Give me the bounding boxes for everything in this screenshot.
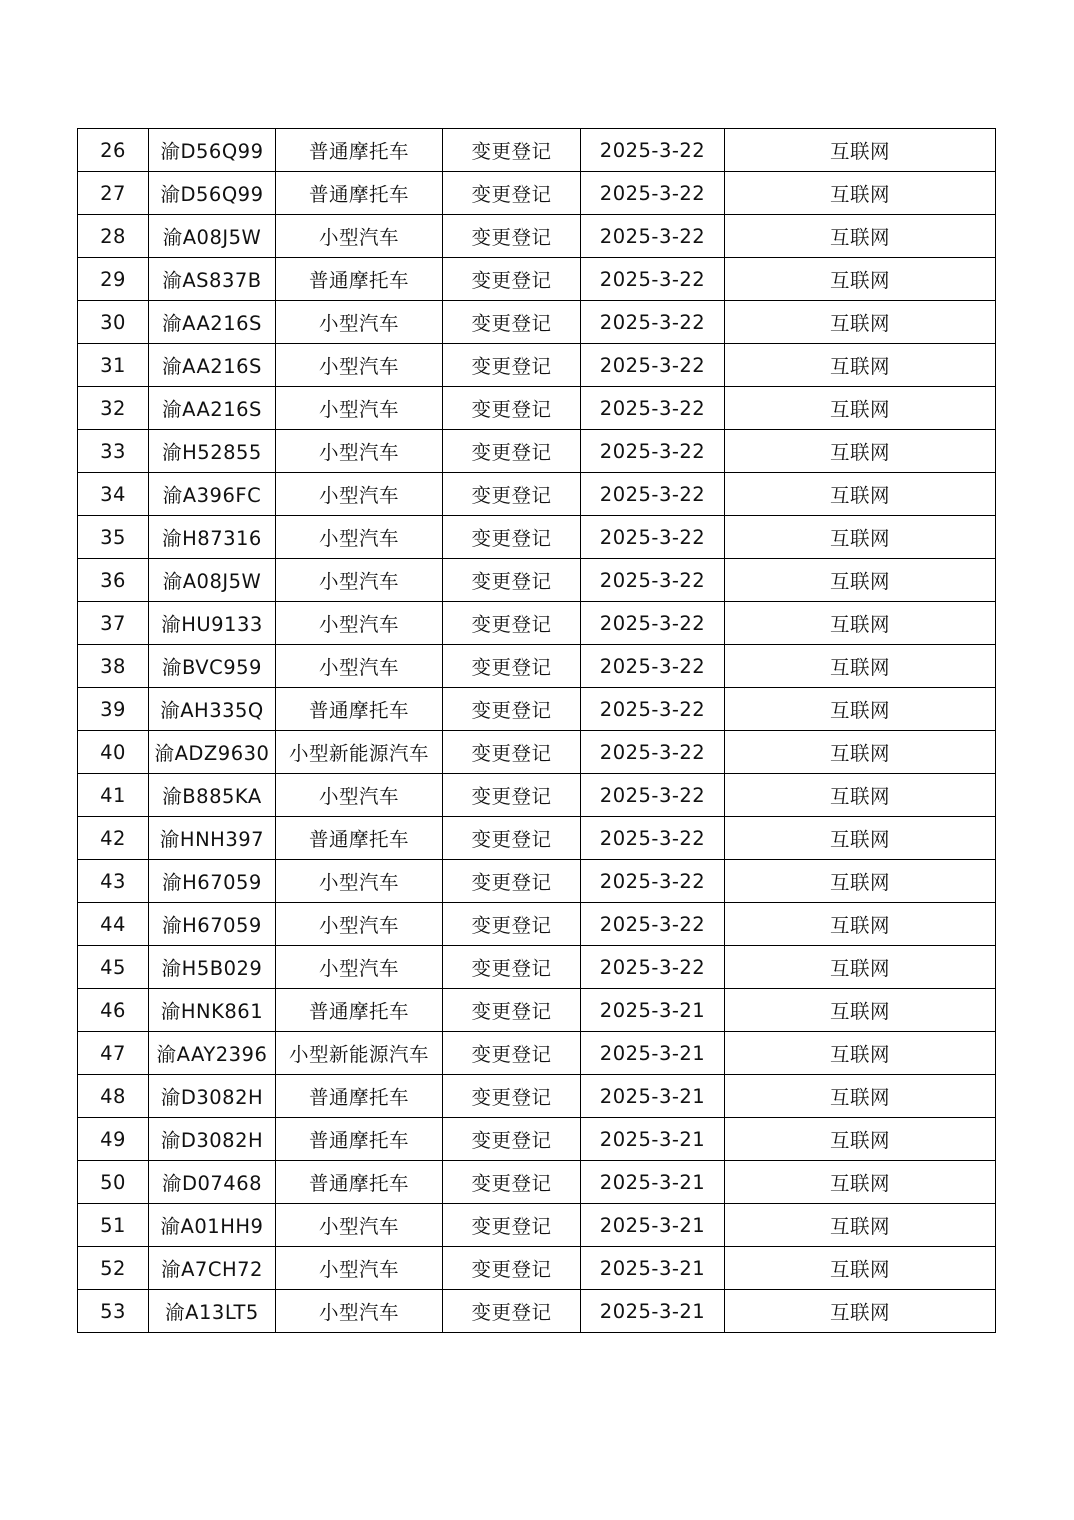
business-type-cell: 变更登记: [443, 817, 581, 860]
business-type-cell: 变更登记: [443, 645, 581, 688]
table-row: [78, 1247, 996, 1290]
table-row: [78, 473, 996, 516]
row-number-cell: 38: [78, 645, 149, 688]
channel-cell: 互联网: [725, 258, 996, 301]
business-type-cell: 变更登记: [443, 989, 581, 1032]
vehicle-type-cell: 小型汽车: [276, 473, 443, 516]
channel-cell: 互联网: [725, 1204, 996, 1247]
business-type-cell: 变更登记: [443, 559, 581, 602]
business-type-cell: 变更登记: [443, 1290, 581, 1333]
channel-cell: 互联网: [725, 602, 996, 645]
plate-number-cell: 渝A01HH9: [149, 1204, 276, 1247]
row-number-cell: 34: [78, 473, 149, 516]
vehicle-type-cell: 普通摩托车: [276, 817, 443, 860]
vehicle-type-cell: 普通摩托车: [276, 688, 443, 731]
date-cell: 2025-3-22: [581, 559, 725, 602]
channel-cell: 互联网: [725, 903, 996, 946]
vehicle-type-cell: 小型汽车: [276, 602, 443, 645]
channel-cell: 互联网: [725, 1075, 996, 1118]
table-row: [78, 774, 996, 817]
plate-number-cell: 渝H5B029: [149, 946, 276, 989]
channel-cell: 互联网: [725, 559, 996, 602]
date-cell: 2025-3-22: [581, 129, 725, 172]
vehicle-type-cell: 普通摩托车: [276, 1118, 443, 1161]
plate-number-cell: 渝D56Q99: [149, 172, 276, 215]
table-row: [78, 258, 996, 301]
table-row: [78, 817, 996, 860]
row-number-cell: 28: [78, 215, 149, 258]
date-cell: 2025-3-21: [581, 1161, 725, 1204]
table-row: [78, 645, 996, 688]
row-number-cell: 53: [78, 1290, 149, 1333]
date-cell: 2025-3-22: [581, 516, 725, 559]
business-type-cell: 变更登记: [443, 774, 581, 817]
vehicle-type-cell: 小型汽车: [276, 774, 443, 817]
date-cell: 2025-3-22: [581, 387, 725, 430]
vehicle-type-cell: 小型汽车: [276, 344, 443, 387]
row-number-cell: 37: [78, 602, 149, 645]
vehicle-type-cell: 小型汽车: [276, 215, 443, 258]
plate-number-cell: 渝D3082H: [149, 1118, 276, 1161]
business-type-cell: 变更登记: [443, 1118, 581, 1161]
date-cell: 2025-3-22: [581, 860, 725, 903]
table-row: [78, 688, 996, 731]
channel-cell: 互联网: [725, 516, 996, 559]
table-row: [78, 387, 996, 430]
date-cell: 2025-3-22: [581, 946, 725, 989]
channel-cell: 互联网: [725, 1247, 996, 1290]
business-type-cell: 变更登记: [443, 301, 581, 344]
vehicle-type-cell: 普通摩托车: [276, 989, 443, 1032]
vehicle-type-cell: 小型新能源汽车: [276, 1032, 443, 1075]
channel-cell: 互联网: [725, 301, 996, 344]
row-number-cell: 26: [78, 129, 149, 172]
date-cell: 2025-3-22: [581, 688, 725, 731]
business-type-cell: 变更登记: [443, 1161, 581, 1204]
plate-number-cell: 渝ADZ9630: [149, 731, 276, 774]
row-number-cell: 48: [78, 1075, 149, 1118]
table-row: [78, 989, 996, 1032]
date-cell: 2025-3-22: [581, 817, 725, 860]
business-type-cell: 变更登记: [443, 602, 581, 645]
vehicle-type-cell: 小型汽车: [276, 1204, 443, 1247]
table-row: [78, 301, 996, 344]
table-body: [78, 129, 996, 1333]
business-type-cell: 变更登记: [443, 731, 581, 774]
plate-number-cell: 渝BVC959: [149, 645, 276, 688]
plate-number-cell: 渝D07468: [149, 1161, 276, 1204]
plate-number-cell: 渝B885KA: [149, 774, 276, 817]
vehicle-type-cell: 小型汽车: [276, 1247, 443, 1290]
date-cell: 2025-3-22: [581, 344, 725, 387]
row-number-cell: 50: [78, 1161, 149, 1204]
table-row: [78, 430, 996, 473]
row-number-cell: 47: [78, 1032, 149, 1075]
plate-number-cell: 渝H67059: [149, 860, 276, 903]
plate-number-cell: 渝AS837B: [149, 258, 276, 301]
plate-number-cell: 渝A13LT5: [149, 1290, 276, 1333]
plate-number-cell: 渝D56Q99: [149, 129, 276, 172]
vehicle-type-cell: 小型新能源汽车: [276, 731, 443, 774]
date-cell: 2025-3-21: [581, 1032, 725, 1075]
channel-cell: 互联网: [725, 1161, 996, 1204]
table-row: [78, 731, 996, 774]
row-number-cell: 31: [78, 344, 149, 387]
row-number-cell: 27: [78, 172, 149, 215]
table-row: [78, 946, 996, 989]
plate-number-cell: 渝A7CH72: [149, 1247, 276, 1290]
row-number-cell: 51: [78, 1204, 149, 1247]
plate-number-cell: 渝H67059: [149, 903, 276, 946]
channel-cell: 互联网: [725, 430, 996, 473]
channel-cell: 互联网: [725, 688, 996, 731]
business-type-cell: 变更登记: [443, 903, 581, 946]
date-cell: 2025-3-22: [581, 731, 725, 774]
date-cell: 2025-3-21: [581, 1290, 725, 1333]
row-number-cell: 39: [78, 688, 149, 731]
vehicle-type-cell: 小型汽车: [276, 903, 443, 946]
business-type-cell: 变更登记: [443, 344, 581, 387]
date-cell: 2025-3-21: [581, 1075, 725, 1118]
row-number-cell: 35: [78, 516, 149, 559]
row-number-cell: 44: [78, 903, 149, 946]
business-type-cell: 变更登记: [443, 516, 581, 559]
business-type-cell: 变更登记: [443, 172, 581, 215]
business-type-cell: 变更登记: [443, 1247, 581, 1290]
date-cell: 2025-3-22: [581, 172, 725, 215]
channel-cell: 互联网: [725, 1032, 996, 1075]
table-row: [78, 1204, 996, 1247]
plate-number-cell: 渝AA216S: [149, 387, 276, 430]
channel-cell: 互联网: [725, 387, 996, 430]
date-cell: 2025-3-22: [581, 258, 725, 301]
channel-cell: 互联网: [725, 129, 996, 172]
table-row: [78, 1032, 996, 1075]
channel-cell: 互联网: [725, 774, 996, 817]
date-cell: 2025-3-22: [581, 301, 725, 344]
vehicle-type-cell: 小型汽车: [276, 645, 443, 688]
business-type-cell: 变更登记: [443, 1075, 581, 1118]
plate-number-cell: 渝H52855: [149, 430, 276, 473]
channel-cell: 互联网: [725, 946, 996, 989]
vehicle-registration-table: [77, 128, 996, 1333]
channel-cell: 互联网: [725, 860, 996, 903]
business-type-cell: 变更登记: [443, 258, 581, 301]
row-number-cell: 33: [78, 430, 149, 473]
channel-cell: 互联网: [725, 1290, 996, 1333]
table-row: [78, 215, 996, 258]
plate-number-cell: 渝D3082H: [149, 1075, 276, 1118]
date-cell: 2025-3-22: [581, 903, 725, 946]
plate-number-cell: 渝A08J5W: [149, 559, 276, 602]
table-row: [78, 172, 996, 215]
date-cell: 2025-3-22: [581, 602, 725, 645]
plate-number-cell: 渝A08J5W: [149, 215, 276, 258]
row-number-cell: 46: [78, 989, 149, 1032]
business-type-cell: 变更登记: [443, 860, 581, 903]
vehicle-type-cell: 小型汽车: [276, 516, 443, 559]
row-number-cell: 45: [78, 946, 149, 989]
channel-cell: 互联网: [725, 645, 996, 688]
date-cell: 2025-3-22: [581, 774, 725, 817]
table-row: [78, 344, 996, 387]
table-row: [78, 1290, 996, 1333]
business-type-cell: 变更登记: [443, 473, 581, 516]
channel-cell: 互联网: [725, 817, 996, 860]
vehicle-type-cell: 小型汽车: [276, 430, 443, 473]
business-type-cell: 变更登记: [443, 946, 581, 989]
table-row: [78, 1161, 996, 1204]
vehicle-type-cell: 小型汽车: [276, 1290, 443, 1333]
channel-cell: 互联网: [725, 172, 996, 215]
vehicle-type-cell: 小型汽车: [276, 301, 443, 344]
table-row: [78, 860, 996, 903]
vehicle-type-cell: 小型汽车: [276, 559, 443, 602]
row-number-cell: 41: [78, 774, 149, 817]
channel-cell: 互联网: [725, 473, 996, 516]
business-type-cell: 变更登记: [443, 215, 581, 258]
vehicle-type-cell: 普通摩托车: [276, 1161, 443, 1204]
plate-number-cell: 渝HU9133: [149, 602, 276, 645]
date-cell: 2025-3-22: [581, 473, 725, 516]
plate-number-cell: 渝HNK861: [149, 989, 276, 1032]
plate-number-cell: 渝H87316: [149, 516, 276, 559]
plate-number-cell: 渝AH335Q: [149, 688, 276, 731]
table-row: [78, 516, 996, 559]
date-cell: 2025-3-22: [581, 645, 725, 688]
business-type-cell: 变更登记: [443, 387, 581, 430]
business-type-cell: 变更登记: [443, 1032, 581, 1075]
date-cell: 2025-3-21: [581, 989, 725, 1032]
row-number-cell: 49: [78, 1118, 149, 1161]
row-number-cell: 36: [78, 559, 149, 602]
plate-number-cell: 渝HNH397: [149, 817, 276, 860]
date-cell: 2025-3-22: [581, 430, 725, 473]
channel-cell: 互联网: [725, 731, 996, 774]
row-number-cell: 29: [78, 258, 149, 301]
channel-cell: 互联网: [725, 344, 996, 387]
table-row: [78, 129, 996, 172]
date-cell: 2025-3-22: [581, 215, 725, 258]
row-number-cell: 52: [78, 1247, 149, 1290]
channel-cell: 互联网: [725, 215, 996, 258]
date-cell: 2025-3-21: [581, 1247, 725, 1290]
business-type-cell: 变更登记: [443, 129, 581, 172]
date-cell: 2025-3-21: [581, 1204, 725, 1247]
row-number-cell: 40: [78, 731, 149, 774]
vehicle-type-cell: 普通摩托车: [276, 258, 443, 301]
plate-number-cell: 渝AA216S: [149, 301, 276, 344]
row-number-cell: 43: [78, 860, 149, 903]
table-row: [78, 602, 996, 645]
table-row: [78, 903, 996, 946]
plate-number-cell: 渝AA216S: [149, 344, 276, 387]
business-type-cell: 变更登记: [443, 1204, 581, 1247]
plate-number-cell: 渝A396FC: [149, 473, 276, 516]
date-cell: 2025-3-21: [581, 1118, 725, 1161]
document-page: [77, 128, 995, 1333]
channel-cell: 互联网: [725, 1118, 996, 1161]
vehicle-type-cell: 普通摩托车: [276, 172, 443, 215]
table-row: [78, 1075, 996, 1118]
vehicle-type-cell: 小型汽车: [276, 387, 443, 430]
business-type-cell: 变更登记: [443, 430, 581, 473]
row-number-cell: 30: [78, 301, 149, 344]
row-number-cell: 32: [78, 387, 149, 430]
plate-number-cell: 渝AAY2396: [149, 1032, 276, 1075]
vehicle-type-cell: 普通摩托车: [276, 1075, 443, 1118]
vehicle-type-cell: 小型汽车: [276, 860, 443, 903]
channel-cell: 互联网: [725, 989, 996, 1032]
row-number-cell: 42: [78, 817, 149, 860]
table-row: [78, 1118, 996, 1161]
table-row: [78, 559, 996, 602]
vehicle-type-cell: 普通摩托车: [276, 129, 443, 172]
business-type-cell: 变更登记: [443, 688, 581, 731]
vehicle-type-cell: 小型汽车: [276, 946, 443, 989]
